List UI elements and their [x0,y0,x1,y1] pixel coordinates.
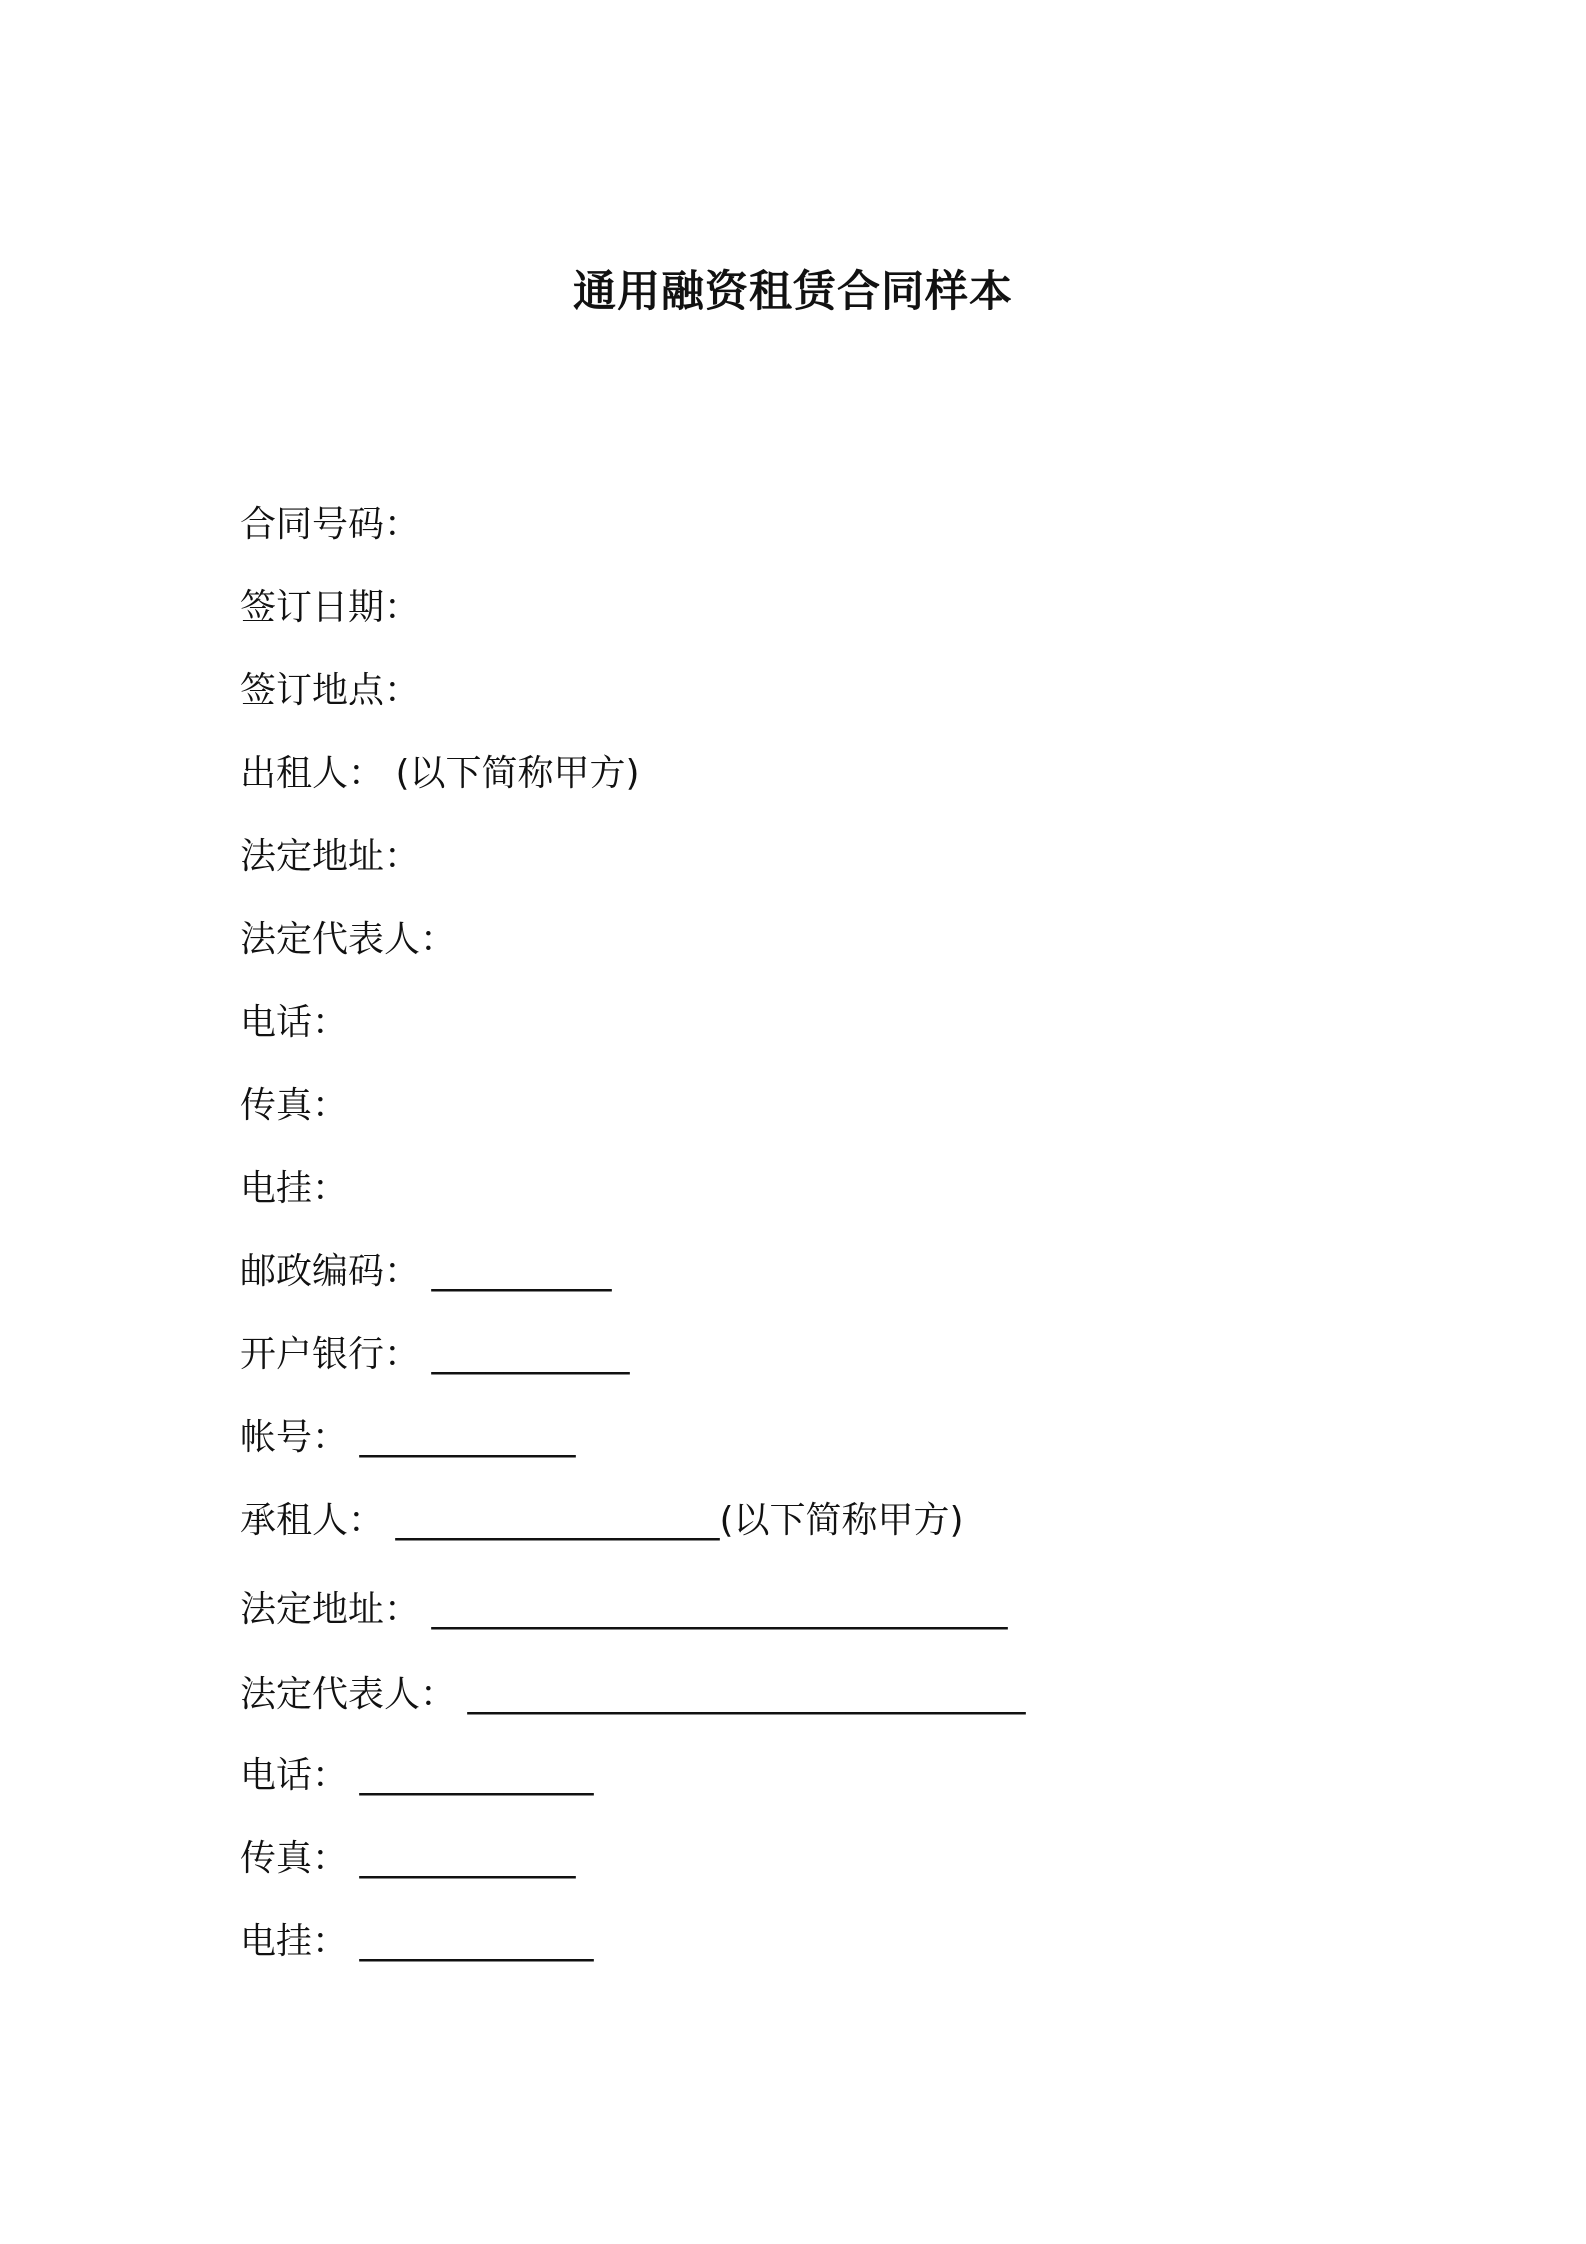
field-label: 帐号： [240,1417,349,1458]
field-label: 出租人： [240,753,385,794]
field-value: _____________ [348,1755,594,1796]
field-value: __________________(以下简称甲方) [384,1500,964,1541]
field-lessee-telegraph [240,1917,593,1967]
field-label: 电挂： [240,1168,349,1209]
field-lessor-representative [240,915,456,965]
field-lessor-fax [240,1081,348,1131]
field-postal-code [240,1247,611,1297]
field-value: ____________ [348,1417,576,1458]
field-bank [240,1330,629,1380]
field-label: 电话： [240,1755,349,1796]
field-value: _____________ [348,1921,594,1962]
field-lessor-telegraph [240,1164,348,1214]
field-lessee-representative [240,1670,1025,1720]
field-label: 承租人： [240,1500,385,1541]
field-label: 法定地址： [240,836,421,877]
field-value: ___________ [420,1334,630,1375]
field-label: 法定地址： [240,1589,421,1630]
field-value: __________ [420,1251,612,1292]
field-contract-number [240,500,420,550]
field-value: ________________________________ [420,1589,1008,1630]
field-lessee-address [240,1585,1007,1635]
field-label: 邮政编码： [240,1251,421,1292]
field-lessee-fax [240,1834,575,1884]
field-label: 合同号码： [240,504,421,545]
field-signing-place [240,666,420,716]
field-label: 传真： [240,1085,349,1126]
field-label: 开户银行： [240,1334,421,1375]
field-label: 法定代表人： [240,919,457,960]
field-account-number [240,1413,575,1463]
document-title: 通用融资租赁合同样本 [573,267,1013,317]
field-label: 签订地点： [240,670,421,711]
field-label: 签订日期： [240,587,421,628]
field-lessor [240,749,640,799]
field-signing-date [240,583,420,633]
field-label: 传真： [240,1838,349,1879]
field-label: 电挂： [240,1921,349,1962]
field-label: 法定代表人： [240,1674,457,1715]
field-label: 电话： [240,1002,349,1043]
field-value: _______________________________ [456,1674,1026,1715]
field-lessee [240,1496,964,1546]
field-lessee-phone [240,1751,593,1801]
field-lessor-address [240,832,420,882]
field-lessor-phone [240,998,348,1048]
field-value: ____________ [348,1838,576,1879]
field-value: (以下简称甲方) [384,753,640,794]
